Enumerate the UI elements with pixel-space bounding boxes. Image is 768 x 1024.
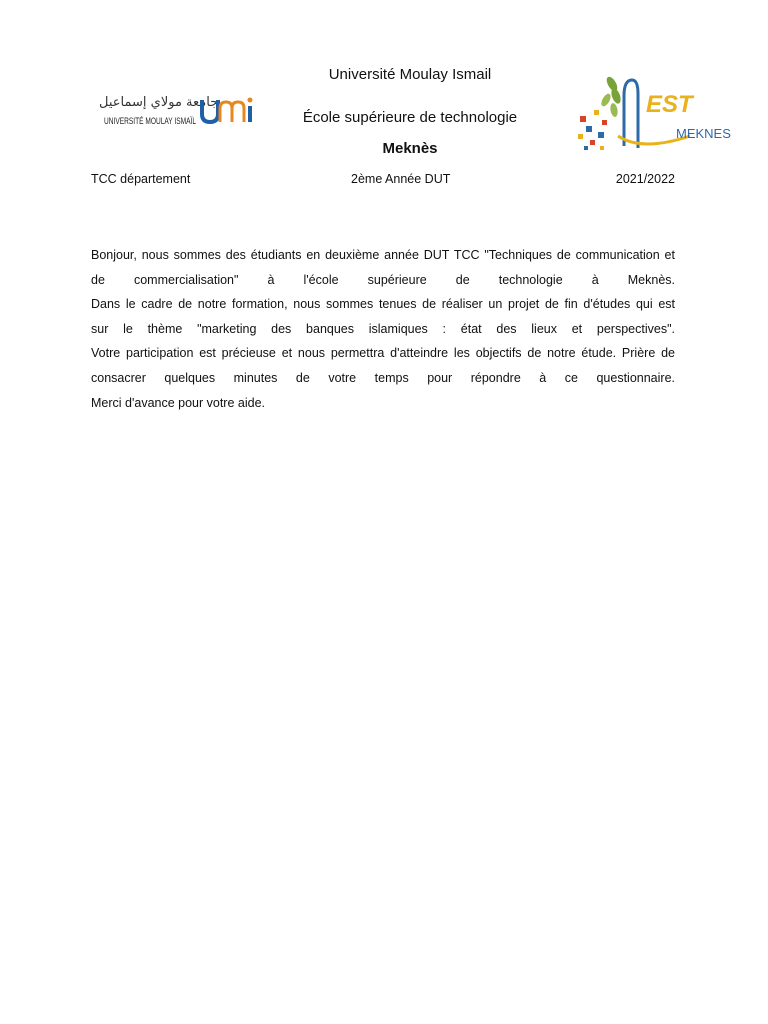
intro-paragraph — [91, 243, 675, 415]
umi-logo — [96, 86, 256, 132]
est-logo-squares — [578, 110, 607, 150]
umi-logo-graphic — [96, 86, 256, 132]
est-logo-graphic — [572, 66, 731, 162]
est-logo-leaves — [599, 75, 622, 117]
est-logo-text: EST — [646, 91, 693, 118]
intro-line: Dans le cadre de notre formation, nous sommes tenues de réaliser un projet de fin d'études qui est — [91, 297, 675, 312]
intro-line: Bonjour, nous sommes des étudiants en deuxième année DUT TCC "Techniques de communication et — [91, 248, 675, 262]
university-title: Université Moulay Ismail — [328, 66, 492, 83]
year-level-label: 2ème Année DUT — [351, 172, 451, 186]
est-logo-subtext: MEKNES — [676, 126, 731, 141]
umi-logo-arabic: جامعة مولاي إسماعيل — [99, 95, 219, 110]
academic-year-label: 2021/2022 — [615, 172, 675, 186]
umi-logo-latin: UNIVERSITÉ MOULAY ISMAÏL — [104, 116, 196, 126]
department-label: TCC département — [91, 172, 191, 186]
est-logo-arch — [624, 80, 638, 148]
intro-line: Merci d'avance pour votre aide. — [91, 395, 266, 410]
intro-line: Votre participation est précieuse et nous permettra d'atteindre les objectifs de notre étude. Prière de — [91, 346, 675, 361]
intro-line: sur le thème "marketing des banques islamiques : état des lieux et perspectives". — [91, 321, 675, 336]
school-title: École supérieure de technologie — [302, 109, 518, 126]
city-title: Meknès — [382, 140, 438, 157]
intro-line: consacrer quelques minutes de votre temps pour répondre à ce questionnaire. — [91, 370, 675, 385]
intro-line: de commercialisation" à l'école supérieure de technologie à Meknès. — [91, 272, 675, 287]
umi-i-dot — [248, 98, 253, 103]
est-logo — [572, 66, 731, 162]
umi-m-shape — [220, 102, 244, 122]
